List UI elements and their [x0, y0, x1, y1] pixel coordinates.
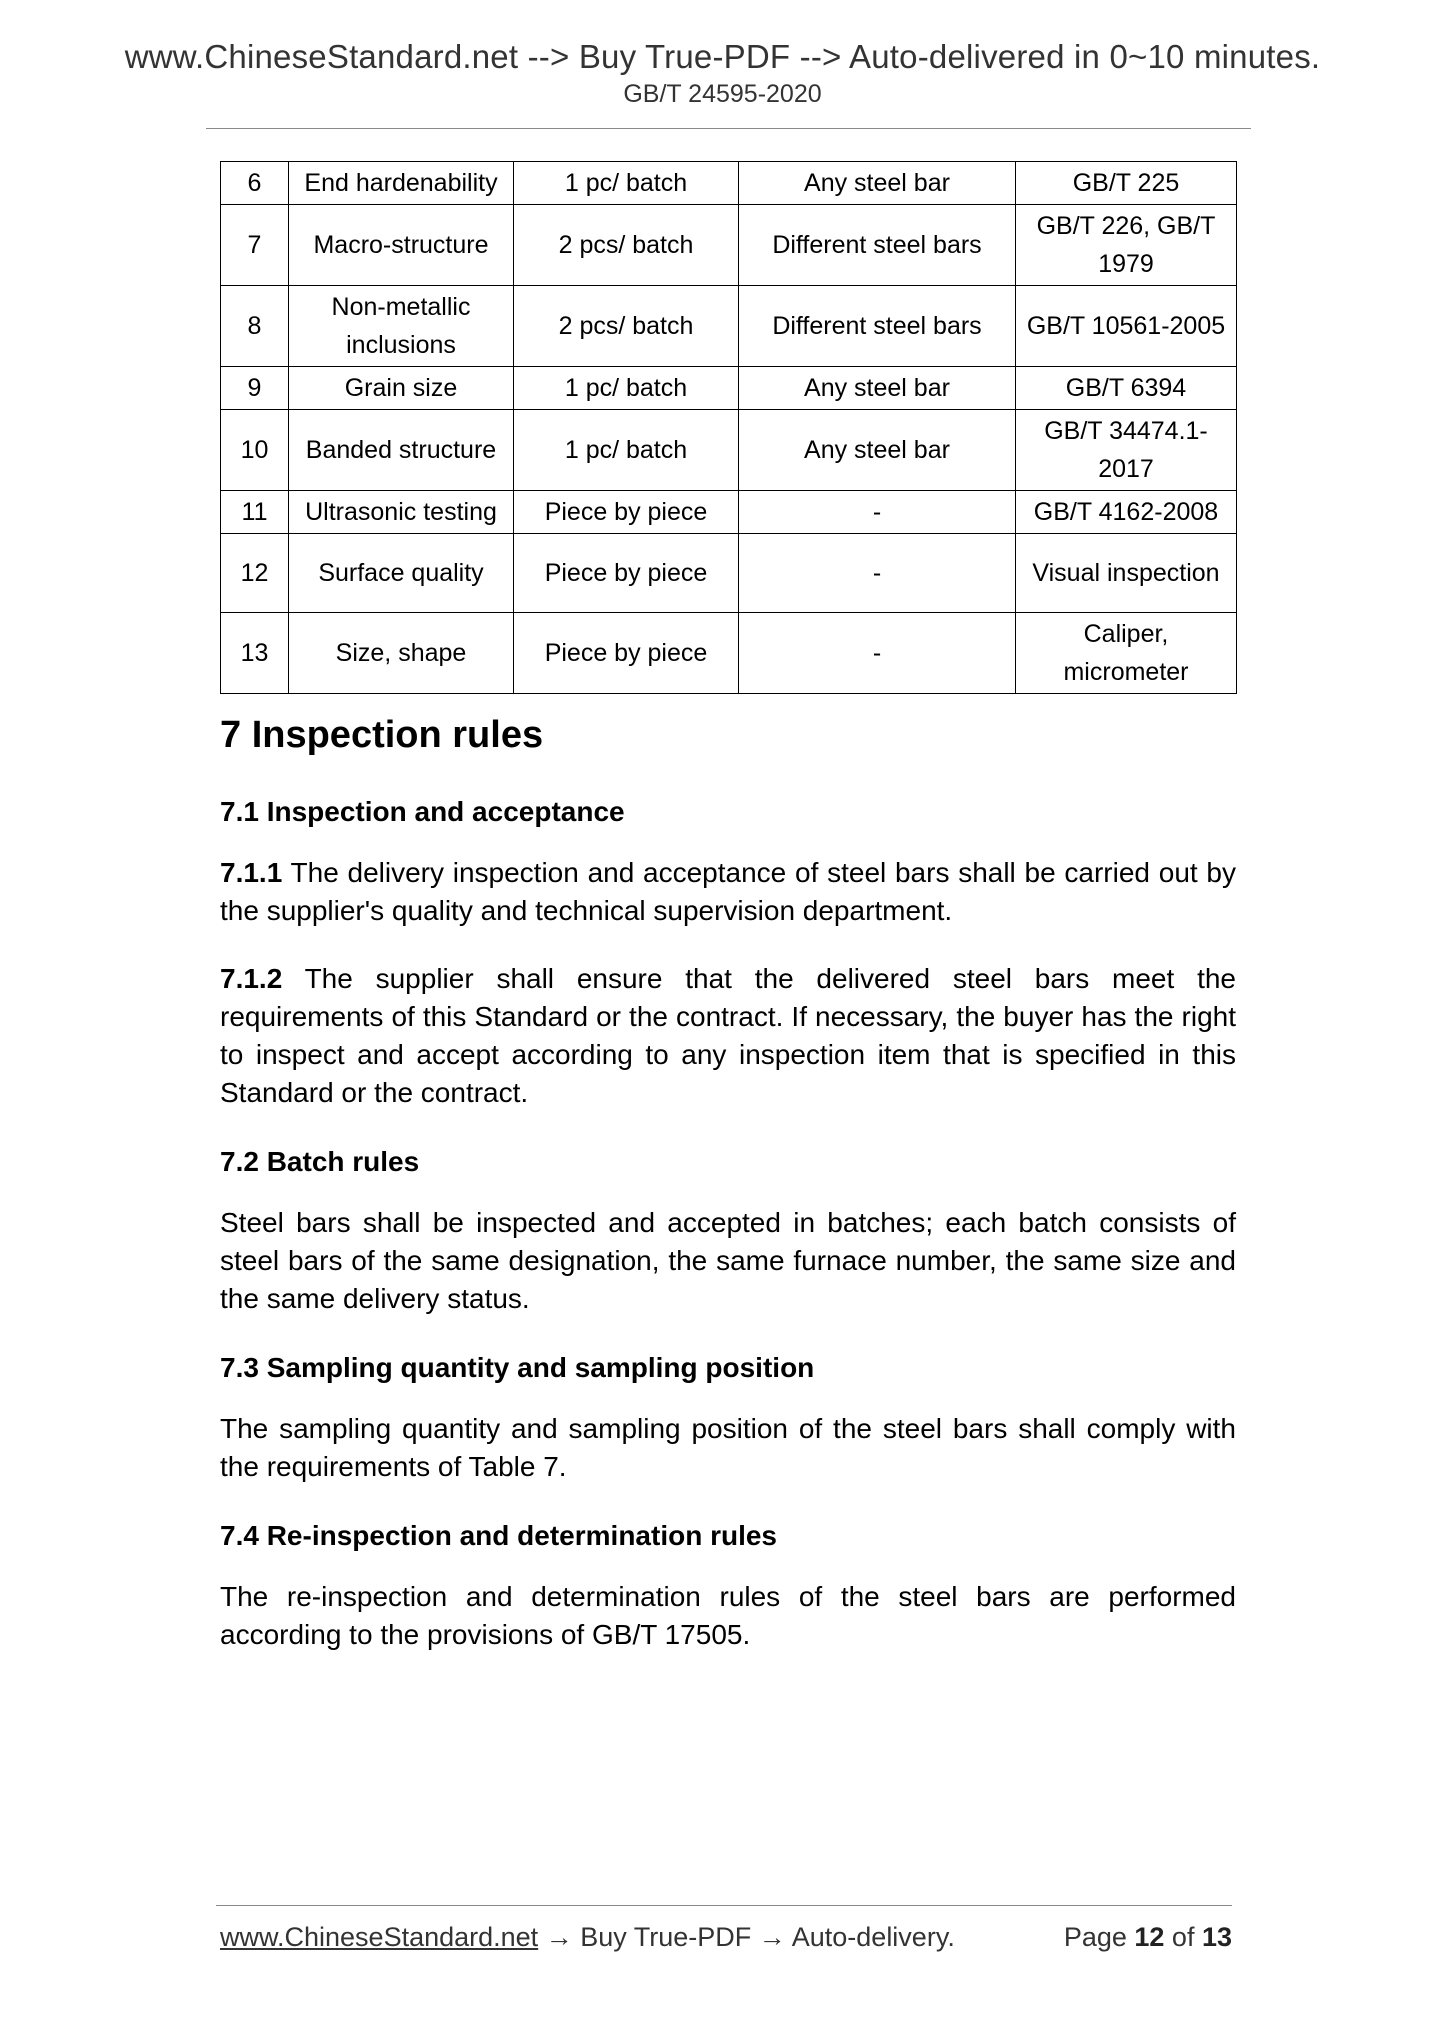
of-label: of	[1164, 1922, 1202, 1952]
cell-position: -	[739, 491, 1016, 534]
document-body	[220, 710, 1236, 1684]
clause-text: The delivery inspection and acceptance of steel bars shall be carried out by the supplier's quality and technical supervision department.	[220, 857, 1236, 926]
header-banner: www.ChineseStandard.net --> Buy True-PDF --> Auto-delivered in 0~10 minutes.	[124, 38, 1321, 75]
cell-no: 10	[221, 410, 289, 491]
cell-position: Any steel bar	[739, 410, 1016, 491]
section-title: 7 Inspection rules	[220, 714, 544, 756]
subsection-7-1-title: 7.1 Inspection and acceptance	[220, 796, 625, 827]
cell-quantity: 2 pcs/ batch	[514, 286, 739, 367]
table-row	[221, 613, 1237, 694]
table-row	[221, 286, 1237, 367]
cell-position: -	[739, 534, 1016, 613]
cell-quantity: 1 pc/ batch	[514, 162, 739, 205]
footer-tagline: → Buy True-PDF → Auto-delivery.	[538, 1922, 955, 1952]
subsection-7-2-title: 7.2 Batch rules	[220, 1146, 420, 1177]
paragraph-7-3: The sampling quantity and sampling position of the steel bars shall comply with the requirements of Table 7.	[220, 1413, 1236, 1482]
table-row	[221, 534, 1237, 613]
cell-item: Macro-structure	[289, 205, 514, 286]
cell-no: 11	[221, 491, 289, 534]
paragraph-7-2: Steel bars shall be inspected and accepted in batches; each batch consists of steel bars of the same designation, the same furnace number, the same size and the same delivery status.	[220, 1207, 1236, 1314]
clause-7-1-2	[220, 960, 1236, 1112]
inspection-items-table	[220, 161, 1237, 694]
cell-method: Visual inspection	[1016, 534, 1237, 613]
cell-item: End hardenability	[289, 162, 514, 205]
cell-no: 13	[221, 613, 289, 694]
cell-no: 12	[221, 534, 289, 613]
cell-no: 8	[221, 286, 289, 367]
cell-method: Caliper, micrometer	[1016, 613, 1237, 694]
cell-method: GB/T 225	[1016, 162, 1237, 205]
cell-quantity: Piece by piece	[514, 491, 739, 534]
clause-text: The supplier shall ensure that the delivered steel bars meet the requirements of this Standard or the contract. If necessary, the buyer has the right to inspect and accept according to any inspection item that is specified in this Standard or the contract.	[220, 963, 1236, 1108]
table-row	[221, 162, 1237, 205]
page-indicator	[1064, 1922, 1232, 1953]
page-label: Page	[1063, 1922, 1135, 1952]
cell-method: GB/T 226, GB/T 1979	[1016, 205, 1237, 286]
cell-method: GB/T 34474.1-2017	[1016, 410, 1237, 491]
cell-quantity: Piece by piece	[514, 534, 739, 613]
cell-quantity: 1 pc/ batch	[514, 410, 739, 491]
clause-number: 7.1.2	[220, 963, 283, 994]
standard-id: GB/T 24595-2020	[623, 80, 822, 108]
cell-position: Different steel bars	[739, 205, 1016, 286]
table-row	[221, 491, 1237, 534]
clause-7-1-1	[220, 854, 1236, 930]
cell-method: GB/T 4162-2008	[1016, 491, 1237, 534]
table-row	[221, 367, 1237, 410]
header-divider	[206, 128, 1251, 129]
cell-no: 6	[221, 162, 289, 205]
page-number: 12	[1134, 1922, 1165, 1952]
cell-position: -	[739, 613, 1016, 694]
footer-site-link[interactable]: www.ChineseStandard.net	[220, 1922, 539, 1952]
subsection-7-4-title: 7.4 Re-inspection and determination rules	[220, 1520, 778, 1551]
cell-position: Any steel bar	[739, 367, 1016, 410]
cell-quantity: 2 pcs/ batch	[514, 205, 739, 286]
cell-quantity: Piece by piece	[514, 613, 739, 694]
cell-item: Non-metallic inclusions	[289, 286, 514, 367]
cell-method: GB/T 6394	[1016, 367, 1237, 410]
page-total: 13	[1201, 1922, 1232, 1952]
cell-no: 7	[221, 205, 289, 286]
cell-item: Ultrasonic testing	[289, 491, 514, 534]
cell-position: Different steel bars	[739, 286, 1016, 367]
table-row	[221, 205, 1237, 286]
paragraph-7-4: The re-inspection and determination rules of the steel bars are performed according to the provisions of GB/T 17505.	[220, 1581, 1236, 1650]
cell-method: GB/T 10561-2005	[1016, 286, 1237, 367]
footer-left	[220, 1922, 955, 1953]
cell-quantity: 1 pc/ batch	[514, 367, 739, 410]
cell-item: Banded structure	[289, 410, 514, 491]
cell-position: Any steel bar	[739, 162, 1016, 205]
cell-item: Size, shape	[289, 613, 514, 694]
cell-item: Grain size	[289, 367, 514, 410]
clause-number: 7.1.1	[220, 857, 283, 888]
cell-no: 9	[221, 367, 289, 410]
footer-divider	[216, 1905, 1232, 1906]
subsection-7-3-title: 7.3 Sampling quantity and sampling position	[220, 1352, 815, 1383]
table-row	[221, 410, 1237, 491]
cell-item: Surface quality	[289, 534, 514, 613]
